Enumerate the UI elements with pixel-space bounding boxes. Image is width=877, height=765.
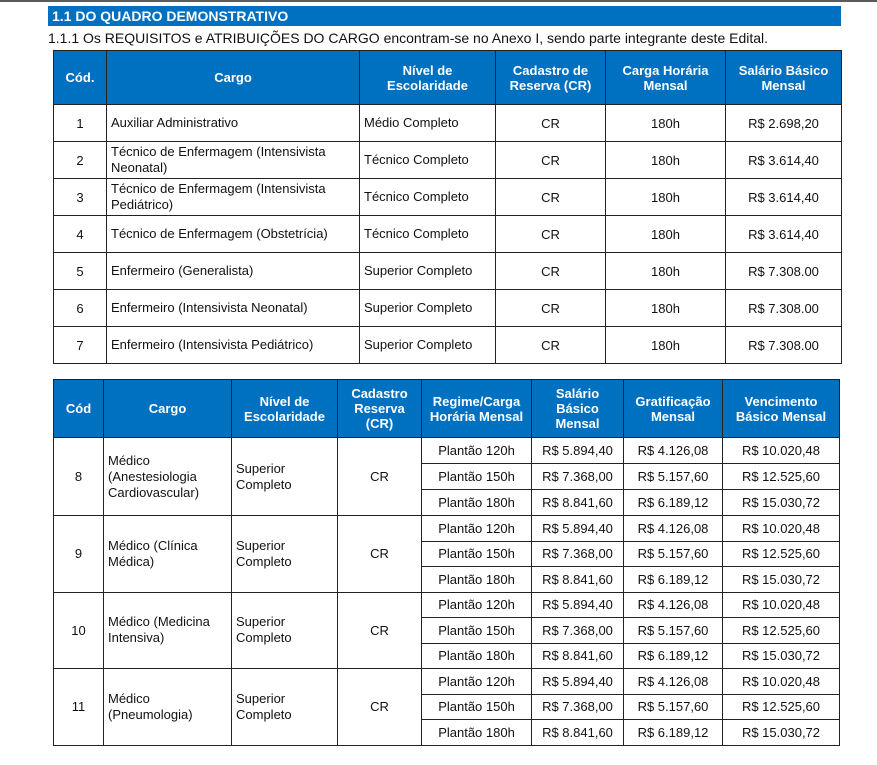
table-cell: R$ 10.020,48 xyxy=(723,669,840,695)
table-cell: R$ 15.030,72 xyxy=(723,490,840,516)
table-cell: R$ 7.308.00 xyxy=(726,253,842,290)
table-cell: R$ 5.894,40 xyxy=(532,438,624,464)
table-cell: Enfermeiro (Intensivista Neonatal) xyxy=(107,290,360,327)
column-header: Salário Básico Mensal xyxy=(532,380,624,438)
table-cell: Enfermeiro (Intensivista Pediátrico) xyxy=(107,327,360,364)
table-cell: CR xyxy=(496,179,606,216)
table-cell: Técnico Completo xyxy=(360,142,496,179)
table-cell: R$ 5.894,40 xyxy=(532,516,624,542)
table-cell: CR xyxy=(496,290,606,327)
table-cell: Plantão 150h xyxy=(422,618,532,644)
table-cell: R$ 8.841,60 xyxy=(532,567,624,593)
table-cell: Plantão 150h xyxy=(422,541,532,567)
table-cell: 180h xyxy=(606,179,726,216)
table-cell: Técnico Completo xyxy=(360,179,496,216)
table-cell: R$ 4.126,08 xyxy=(624,438,723,464)
table-cell: Técnico de Enfermagem (Intensivista Neonatal) xyxy=(107,142,360,179)
table-cell: R$ 8.841,60 xyxy=(532,643,624,669)
table-cell: Enfermeiro (Generalista) xyxy=(107,253,360,290)
table-cell: Plantão 120h xyxy=(422,438,532,464)
table-cell: R$ 3.614,40 xyxy=(726,179,842,216)
table-cell: Plantão 120h xyxy=(422,592,532,618)
table-cell: R$ 10.020,48 xyxy=(723,438,840,464)
table-cell: R$ 8.841,60 xyxy=(532,490,624,516)
table-cell: R$ 6.189,12 xyxy=(624,567,723,593)
table-row xyxy=(54,253,842,290)
column-header: Gratificação Mensal xyxy=(624,380,723,438)
table-cell: R$ 4.126,08 xyxy=(624,592,723,618)
column-header: Cód xyxy=(54,380,104,438)
table-row xyxy=(54,516,840,542)
table-row xyxy=(54,438,840,464)
table-cell: Plantão 150h xyxy=(422,694,532,720)
table-cell: R$ 12.525,60 xyxy=(723,694,840,720)
table-cell: Superior Completo xyxy=(360,253,496,290)
table-cell: 11 xyxy=(54,669,104,746)
table-cell: R$ 15.030,72 xyxy=(723,567,840,593)
table-cell: R$ 15.030,72 xyxy=(723,720,840,746)
table-cell: Médico (Medicina Intensiva) xyxy=(104,592,232,669)
table-cell: 180h xyxy=(606,253,726,290)
table-cell: R$ 12.525,60 xyxy=(723,541,840,567)
table-cell: R$ 12.525,60 xyxy=(723,618,840,644)
table-row xyxy=(54,105,842,142)
table-cell: Médio Completo xyxy=(360,105,496,142)
table-cell: R$ 7.368,00 xyxy=(532,618,624,644)
table-cell: R$ 7.308.00 xyxy=(726,327,842,364)
table-cell: R$ 7.308.00 xyxy=(726,290,842,327)
table-cell: CR xyxy=(496,253,606,290)
table-cell: R$ 5.157,60 xyxy=(624,464,723,490)
table-cell: R$ 8.841,60 xyxy=(532,720,624,746)
table-row xyxy=(54,216,842,253)
table-cell: 6 xyxy=(54,290,107,327)
table-cell: Médico (Anestesiologia Cardiovascular) xyxy=(104,438,232,516)
column-header: Cargo xyxy=(107,51,360,105)
table-cell: CR xyxy=(496,216,606,253)
table-cell: Plantão 120h xyxy=(422,669,532,695)
table-cell: R$ 5.894,40 xyxy=(532,669,624,695)
table-cell: 8 xyxy=(54,438,104,516)
table-row xyxy=(54,592,840,618)
column-header: Cargo xyxy=(104,380,232,438)
table-cell: R$ 15.030,72 xyxy=(723,643,840,669)
table-cell: R$ 10.020,48 xyxy=(723,592,840,618)
column-header: Salário Básico Mensal xyxy=(726,51,842,105)
column-header: Nível de Escolaridade xyxy=(232,380,338,438)
table-cell: Técnico Completo xyxy=(360,216,496,253)
table-cell: Plantão 180h xyxy=(422,643,532,669)
table-cell: 180h xyxy=(606,327,726,364)
table-cell: R$ 3.614,40 xyxy=(726,142,842,179)
table-row xyxy=(54,669,840,695)
table-cell: 180h xyxy=(606,290,726,327)
table-header-row xyxy=(54,51,842,105)
table-header-row xyxy=(54,380,840,438)
table-cell: R$ 5.157,60 xyxy=(624,541,723,567)
table-cell: R$ 6.189,12 xyxy=(624,643,723,669)
table-cell: R$ 5.157,60 xyxy=(624,618,723,644)
table-cell: Plantão 150h xyxy=(422,464,532,490)
table-cell: CR xyxy=(496,327,606,364)
table-cell: CR xyxy=(338,516,422,593)
table-cell: R$ 6.189,12 xyxy=(624,720,723,746)
table-cell: CR xyxy=(496,142,606,179)
table-cell: 5 xyxy=(54,253,107,290)
table-cell: R$ 10.020,48 xyxy=(723,516,840,542)
table-cell: Superior Completo xyxy=(232,516,338,593)
column-header: Nível de Escolaridade xyxy=(360,51,496,105)
table-cell: 3 xyxy=(54,179,107,216)
table-cell: Técnico de Enfermagem (Intensivista Pediátrico) xyxy=(107,179,360,216)
table-cell: Médico (Clínica Médica) xyxy=(104,516,232,593)
table-cell: Plantão 180h xyxy=(422,720,532,746)
table-cell: CR xyxy=(496,105,606,142)
section-title: 1.1 DO QUADRO DEMONSTRATIVO xyxy=(48,6,841,26)
table-cell: Auxiliar Administrativo xyxy=(107,105,360,142)
table-cell: 180h xyxy=(606,105,726,142)
table-cell: 1 xyxy=(54,105,107,142)
table-cell: 180h xyxy=(606,142,726,179)
table-cell: R$ 7.368,00 xyxy=(532,694,624,720)
table-cell: 2 xyxy=(54,142,107,179)
table-cell: R$ 4.126,08 xyxy=(624,669,723,695)
table-cell: Médico (Pneumologia) xyxy=(104,669,232,746)
table-cell: R$ 12.525,60 xyxy=(723,464,840,490)
table-cell: Plantão 180h xyxy=(422,567,532,593)
table-row xyxy=(54,290,842,327)
column-header: Cadastro de Reserva (CR) xyxy=(496,51,606,105)
table-cell: R$ 7.368,00 xyxy=(532,541,624,567)
table-cell: Superior Completo xyxy=(232,592,338,669)
table-cell: R$ 7.368,00 xyxy=(532,464,624,490)
table-cell: R$ 6.189,12 xyxy=(624,490,723,516)
table-cell: 10 xyxy=(54,592,104,669)
column-header: Cadastro Reserva (CR) xyxy=(338,380,422,438)
table-cell: CR xyxy=(338,438,422,516)
positions-table xyxy=(53,50,842,364)
table-cell: R$ 4.126,08 xyxy=(624,516,723,542)
column-header: Cód. xyxy=(54,51,107,105)
table-cell: Superior Completo xyxy=(360,290,496,327)
table-cell: CR xyxy=(338,592,422,669)
table-cell: Superior Completo xyxy=(232,669,338,746)
column-header: Carga Horária Mensal xyxy=(606,51,726,105)
column-header: Regime/Carga Horária Mensal xyxy=(422,380,532,438)
table-cell: Superior Completo xyxy=(232,438,338,516)
table-cell: 180h xyxy=(606,216,726,253)
table-cell: Superior Completo xyxy=(360,327,496,364)
table-row xyxy=(54,142,842,179)
table-cell: Plantão 180h xyxy=(422,490,532,516)
table-cell: 7 xyxy=(54,327,107,364)
table-row xyxy=(54,179,842,216)
table-row xyxy=(54,327,842,364)
table-cell: Técnico de Enfermagem (Obstetrícia) xyxy=(107,216,360,253)
table-cell: R$ 5.894,40 xyxy=(532,592,624,618)
table-cell: 4 xyxy=(54,216,107,253)
table-cell: R$ 2.698,20 xyxy=(726,105,842,142)
section-subtitle: 1.1.1 Os REQUISITOS e ATRIBUIÇÕES DO CARGO encontram-se no Anexo I, sendo parte integrante deste Edital. xyxy=(48,30,769,46)
top-divider xyxy=(0,0,877,2)
physician-positions-table xyxy=(53,379,840,746)
table-cell: Plantão 120h xyxy=(422,516,532,542)
table-cell: R$ 5.157,60 xyxy=(624,694,723,720)
column-header: Vencimento Básico Mensal xyxy=(723,380,840,438)
table-cell: 9 xyxy=(54,516,104,593)
table-cell: CR xyxy=(338,669,422,746)
table-cell: R$ 3.614,40 xyxy=(726,216,842,253)
